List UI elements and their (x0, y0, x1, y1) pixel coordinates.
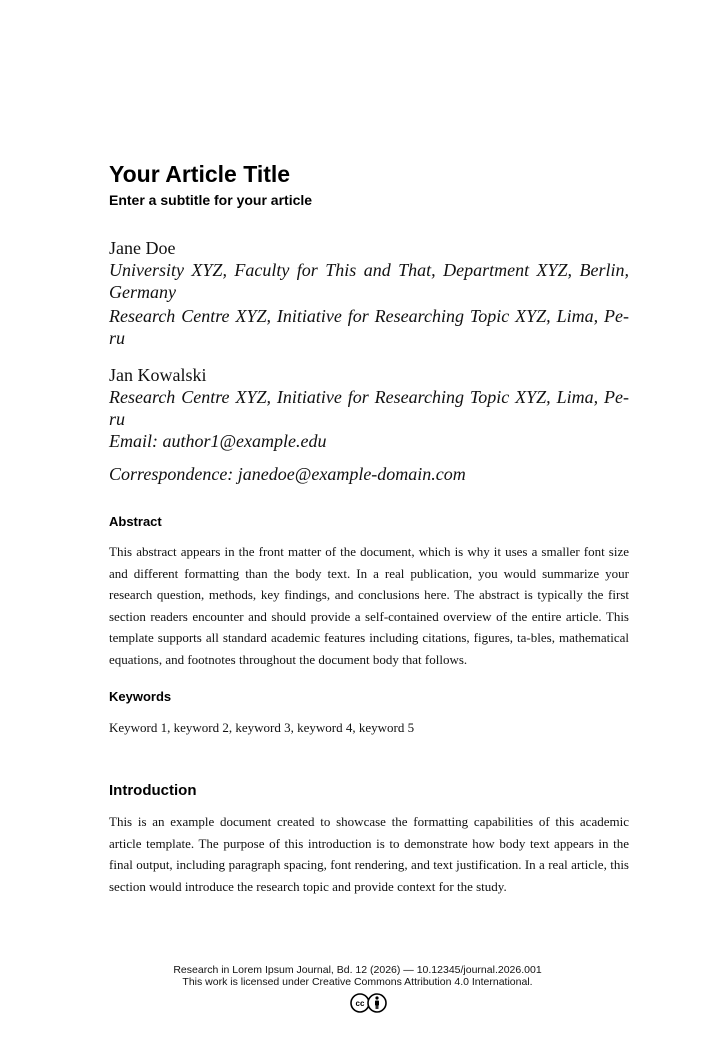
svg-text:cc: cc (355, 999, 365, 1008)
introduction-heading: Introduction (109, 782, 197, 799)
license-statement: This work is licensed under Creative Commons Attribution 4.0 International. (182, 976, 533, 988)
author-name: Jan Kowalski (109, 365, 207, 385)
introduction-text: This is an example document created to showcase the formatting capabilities of this academic article template. The purpose of this introduction is to demonstrate how body text appears in the final output, including paragraph spacing, font rendering, and text justification. In a real article, this section would introduce the research topic and provide context for the study. (109, 814, 629, 894)
author-affiliation: University XYZ, Faculty for This and That, Department XYZ, Berlin, Germany (109, 260, 629, 302)
author-block (109, 364, 629, 452)
author-email: Email: author1@example.edu (109, 431, 327, 451)
author-name: Jane Doe (109, 238, 176, 258)
page-footer (0, 964, 715, 988)
abstract-text: This abstract appears in the front matter of the document, which is why it uses a smaller font size and different formatting than the body text. In a real publication, you would summarize your research question, methods, key findings, and conclusions here. The abstract is typically the first section readers encounter and should provide a self-contained overview of the entire article. This template supports all standard academic features including citations, figures, ta-bles, mathematical equations, and footnotes throughout the document body that follows. (109, 544, 629, 667)
journal-citation: Research in Lorem Ipsum Journal, Bd. 12 (2026) — 10.12345/journal.2026.001 (173, 964, 542, 976)
article-title: Your Article Title (109, 161, 291, 187)
article-subtitle: Enter a subtitle for your article (109, 192, 313, 208)
correspondence: Correspondence: janedoe@example-domain.com (109, 464, 466, 484)
author-affiliation: Research Centre XYZ, Initiative for Researching Topic XYZ, Lima, Pe-ru (109, 387, 629, 429)
keywords-heading: Keywords (109, 689, 172, 704)
keywords-text: Keyword 1, keyword 2, keyword 3, keyword 4, keyword 5 (109, 720, 415, 735)
abstract-heading: Abstract (109, 514, 162, 529)
author-affiliation: Research Centre XYZ, Initiative for Researching Topic XYZ, Lima, Pe-ru (109, 306, 629, 348)
author-block (109, 237, 629, 349)
cc-by-icon (350, 992, 390, 1014)
